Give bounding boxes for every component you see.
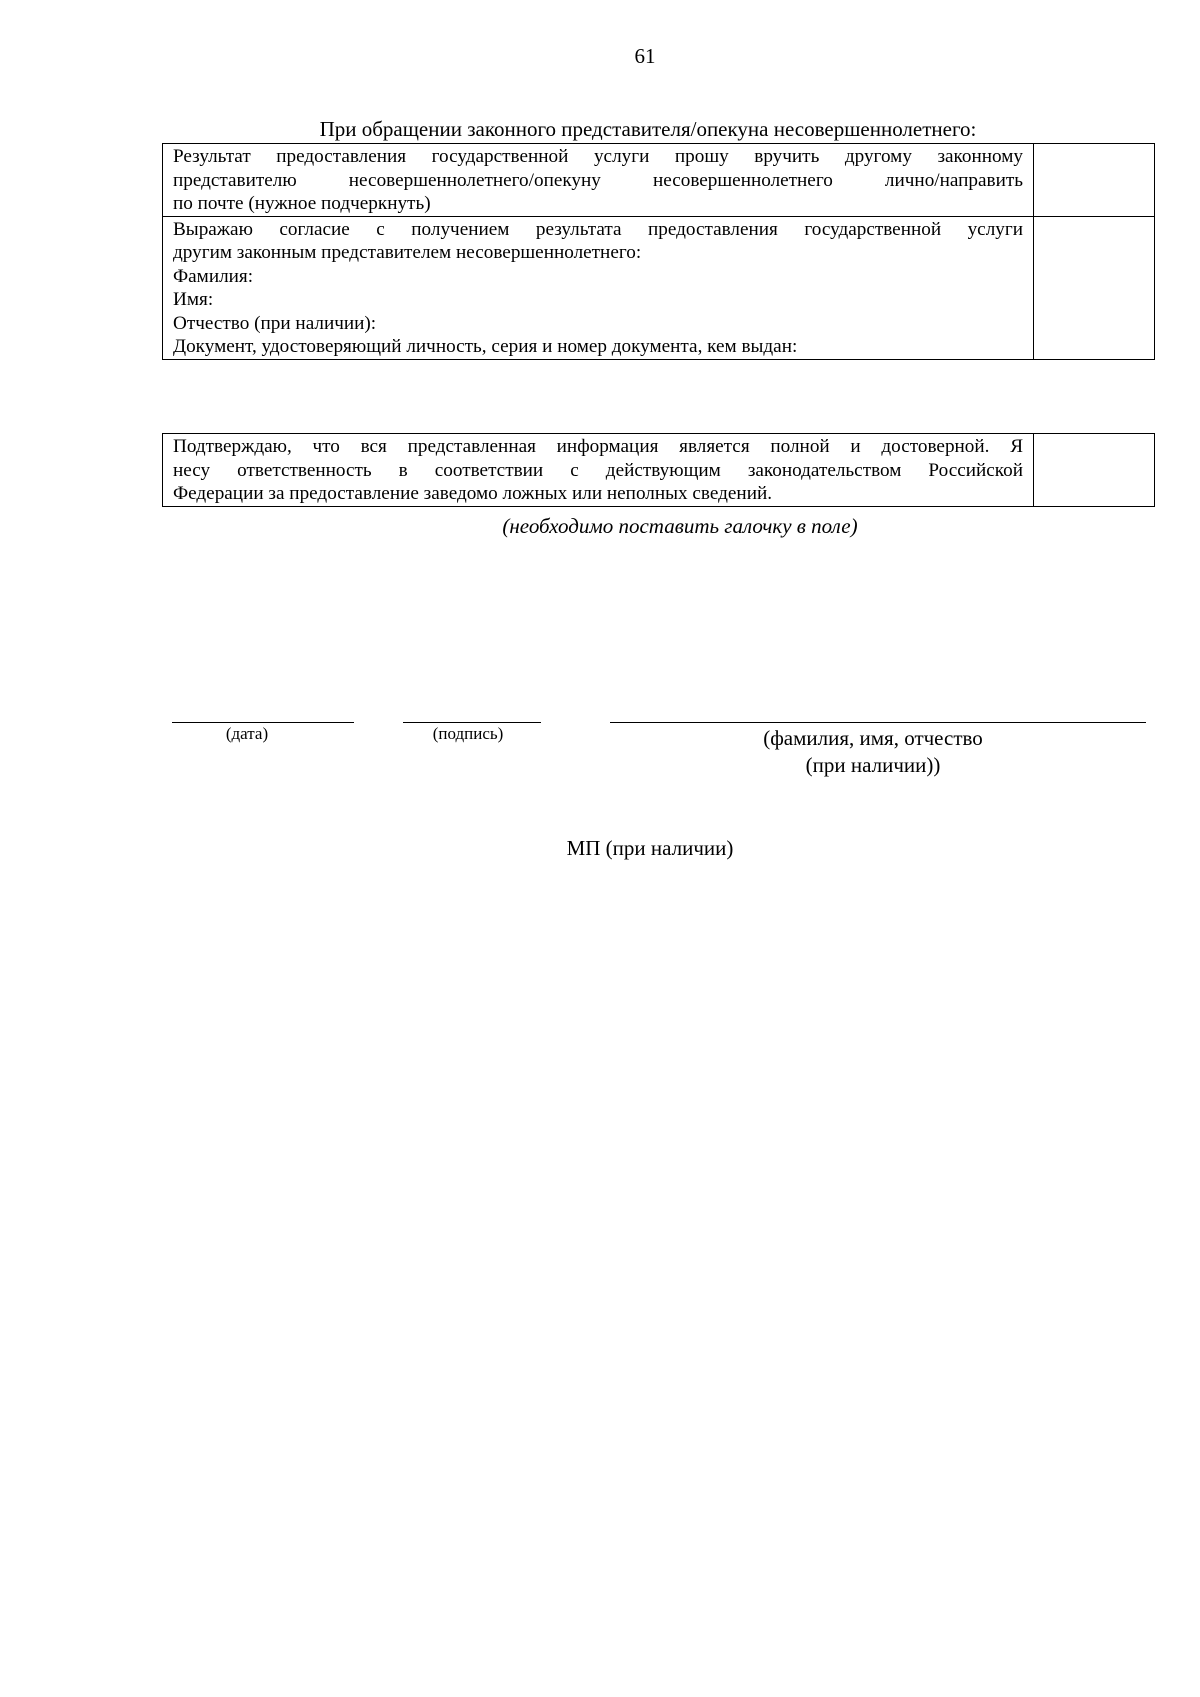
date-line xyxy=(172,722,354,723)
consent-checkbox[interactable] xyxy=(1034,216,1155,359)
identity-document-label: Документ, удостоверяющий личность, серия и номер документа, кем выдан: xyxy=(173,336,798,357)
text-line: Выражаю согласие с получением результата предоставления государственной услуги xyxy=(173,218,1023,240)
full-name-label: (фамилия, имя, отчество xyxy=(763,726,983,750)
table-row xyxy=(163,434,1155,507)
confirmation-checkbox[interactable] xyxy=(1034,434,1155,507)
confirmation-table xyxy=(162,433,1155,507)
table-row xyxy=(163,144,1155,217)
page-number: 61 xyxy=(634,44,656,68)
confirmation-text xyxy=(163,434,1034,507)
surname-label: Фамилия: xyxy=(173,265,254,287)
table-row xyxy=(163,216,1155,359)
representative-table xyxy=(162,143,1155,360)
date-label: (дата) xyxy=(225,724,269,743)
signature-line xyxy=(403,722,541,723)
result-delivery-text xyxy=(163,144,1034,217)
text-line: Подтверждаю, что вся представленная информация является полной и достоверной. Я xyxy=(173,436,1023,457)
first-name-label: Имя: xyxy=(173,289,214,310)
signature-label: (подпись) xyxy=(432,724,504,743)
patronymic-label: Отчество (при наличии): xyxy=(173,312,377,334)
section-title: При обращении законного представителя/опекуна несовершеннолетнего: xyxy=(319,117,977,141)
text-line: другим законным представителем несовершеннолетнего: xyxy=(173,242,642,263)
consent-text xyxy=(163,216,1034,359)
text-line: Результат предоставления государственной услуги прошу вручить другому законному xyxy=(173,146,1023,167)
result-delivery-checkbox[interactable] xyxy=(1034,144,1155,217)
text-line: представителю несовершеннолетнего/опекуну несовершеннолетнего лично/направить xyxy=(173,169,1023,191)
text-line: по почте (нужное подчеркнуть) xyxy=(173,193,431,214)
text-line: Федерации за предоставление заведомо ложных или неполных сведений. xyxy=(173,483,773,504)
stamp-label: МП (при наличии) xyxy=(566,836,734,860)
text-line: несу ответственность в соответствии с действующим законодательством Российской xyxy=(173,459,1023,481)
checkbox-hint: (необходимо поставить галочку в поле) xyxy=(502,514,858,538)
full-name-label-cont: (при наличии)) xyxy=(805,753,941,777)
full-name-line xyxy=(610,722,1146,723)
